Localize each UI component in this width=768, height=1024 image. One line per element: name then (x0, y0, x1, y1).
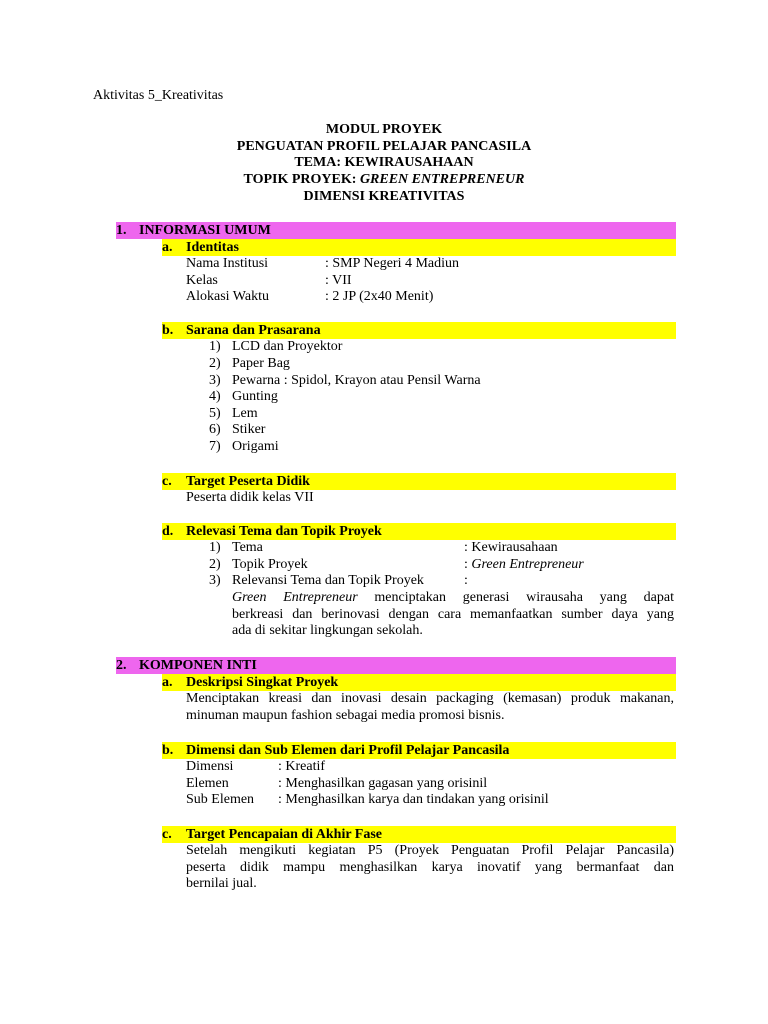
section-2-title: KOMPONEN INTI (139, 658, 257, 673)
title-line-4-italic: GREEN ENTREPRENEUR (359, 172, 525, 187)
list-item: LCD dan Proyektor (232, 339, 343, 354)
dimension-value: : Kreatif (278, 759, 326, 774)
relevance-paragraph-line-1 (232, 590, 674, 607)
subsection-2c-heading (162, 826, 676, 843)
relevance-paragraph-line-3: ada di sekitar lingkungan sekolah. (232, 623, 423, 638)
subsection-2b-title: Dimensi dan Sub Elemen dari Profil Pelajar Pancasila (186, 743, 510, 758)
list-number: 1) (209, 339, 221, 354)
relevance-value-prefix: : (464, 557, 472, 572)
subsection-2b-heading (162, 742, 676, 759)
relevance-key: Relevansi Tema dan Topik Proyek (232, 573, 424, 588)
subsection-2a-letter: a. (162, 675, 173, 690)
relevance-value: : Kewirausahaan (464, 540, 558, 555)
subsection-1b-title: Sarana dan Prasarana (186, 323, 321, 338)
subsection-1b-letter: b. (162, 323, 174, 338)
relevance-key: Topik Proyek (232, 557, 308, 572)
dimension-key: Elemen (186, 776, 229, 791)
list-item: Paper Bag (232, 356, 290, 371)
list-number: 6) (209, 422, 221, 437)
subsection-1a-letter: a. (162, 240, 173, 255)
title-line-2: PENGUATAN PROFIL PELAJAR PANCASILA (236, 139, 532, 154)
subsection-1d-letter: d. (162, 524, 174, 539)
subsection-2c-letter: c. (162, 827, 172, 842)
identity-key: Nama Institusi (186, 256, 269, 271)
subsection-1b-heading (162, 322, 676, 339)
relevance-value: : (464, 573, 468, 588)
subsection-1c-letter: c. (162, 474, 172, 489)
target-text: Peserta didik kelas VII (186, 490, 314, 505)
identity-key: Kelas (186, 273, 218, 288)
title-line-4 (0, 172, 768, 189)
description-line-2: minuman maupun fashion sebagai media promosi bisnis. (186, 708, 505, 723)
dimension-key: Sub Elemen (186, 792, 255, 807)
list-number: 5) (209, 406, 221, 421)
relevance-paragraph-line-2: berkreasi dan berinovasi dengan cara memanfaatkan sumber daya yang (232, 607, 674, 622)
subsection-1a-title: Identitas (186, 240, 239, 255)
target-achievement-line-3: bernilai jual. (186, 876, 257, 891)
subsection-2a-heading (162, 674, 676, 691)
list-number: 4) (209, 389, 221, 404)
list-item: Lem (232, 406, 258, 421)
title-line-1: MODUL PROYEK (325, 122, 443, 137)
section-1-heading (116, 222, 676, 239)
identity-value: : SMP Negeri 4 Madiun (325, 256, 460, 271)
description-line-1: Menciptakan kreasi dan inovasi desain packaging (kemasan) produk makanan, (186, 691, 674, 706)
subsection-1d-heading (162, 523, 676, 540)
list-number: 7) (209, 439, 221, 454)
list-item: Origami (232, 439, 279, 454)
dimension-value: : Menghasilkan gagasan yang orisinil (278, 776, 488, 791)
activity-label: Aktivitas 5_Kreativitas (93, 88, 224, 103)
subsection-1d-title: Relevasi Tema dan Topik Proyek (186, 524, 382, 539)
list-item: Pewarna : Spidol, Krayon atau Pensil Warna (232, 373, 481, 388)
subsection-2a-title: Deskripsi Singkat Proyek (186, 675, 339, 690)
section-2-heading (116, 657, 676, 674)
dimension-key: Dimensi (186, 759, 234, 774)
list-number: 2) (209, 356, 221, 371)
relevance-value (464, 557, 584, 574)
subsection-1c-heading (162, 473, 676, 490)
title-line-3: TEMA: KEWIRAUSAHAAN (294, 155, 474, 170)
relevance-value-italic: Green Entrepreneur (471, 557, 584, 572)
relevance-key: Tema (232, 540, 263, 555)
identity-key: Alokasi Waktu (186, 289, 269, 304)
target-achievement-line-2: peserta didik mampu menghasilkan karya inovatif yang bermanfaat dan (186, 860, 674, 875)
list-number: 3) (209, 573, 221, 588)
subsection-1a-heading (162, 239, 676, 256)
identity-value: : 2 JP (2x40 Menit) (325, 289, 434, 304)
subsection-2b-letter: b. (162, 743, 174, 758)
relevance-paragraph-italic: Green Entrepreneur (232, 590, 358, 605)
section-1-number: 1. (116, 223, 127, 238)
relevance-paragraph-rest: menciptakan generasi wirausaha yang dapat (357, 590, 674, 605)
title-line-5: DIMENSI KREATIVITAS (303, 189, 465, 204)
identity-value: : VII (325, 273, 352, 288)
list-number: 3) (209, 373, 221, 388)
section-1-title: INFORMASI UMUM (139, 223, 271, 238)
target-achievement-line-1: Setelah mengikuti kegiatan P5 (Proyek Penguatan Profil Pelajar Pancasila) (186, 843, 674, 858)
title-line-4-prefix: TOPIK PROYEK: (243, 172, 360, 187)
list-item: Gunting (232, 389, 278, 404)
list-number: 1) (209, 540, 221, 555)
list-item: Stiker (232, 422, 266, 437)
subsection-1c-title: Target Peserta Didik (186, 474, 310, 489)
subsection-2c-title: Target Pencapaian di Akhir Fase (186, 827, 383, 842)
list-number: 2) (209, 557, 221, 572)
dimension-value: : Menghasilkan karya dan tindakan yang orisinil (278, 792, 549, 807)
section-2-number: 2. (116, 658, 127, 673)
